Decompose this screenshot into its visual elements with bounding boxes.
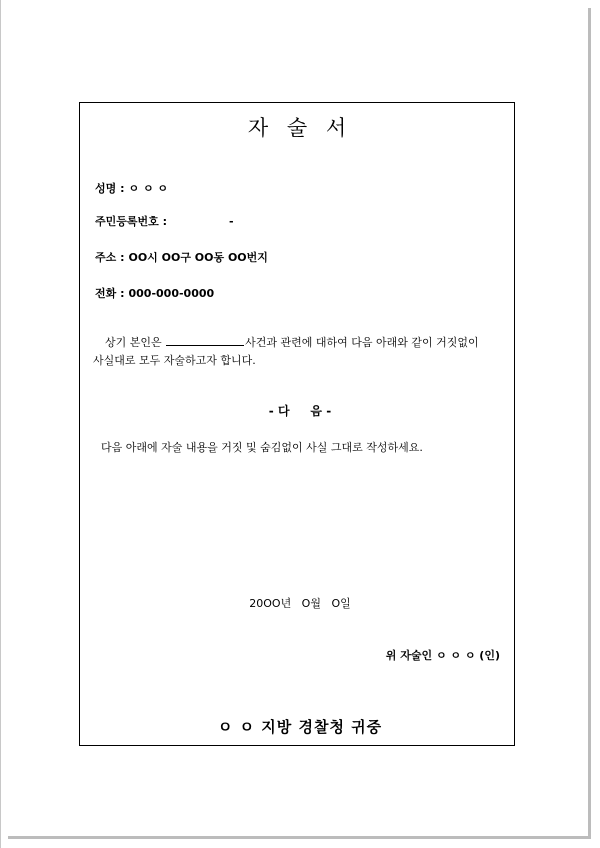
statement-part-2: 사건과 관련에 대하여 다음 아래와 같이 거짓없이 [245, 336, 479, 349]
phone-label: 전화 : [95, 287, 125, 300]
signer-line: 위 자술인 ㅇ ㅇ ㅇ (인) [385, 649, 500, 662]
name-label: 성명 : [95, 182, 125, 195]
name-value: ㅇ ㅇ ㅇ [128, 182, 169, 195]
statement-paragraph [93, 334, 503, 370]
instruction-text: 다음 아래에 자술 내용을 거짓 및 숨김없이 사실 그대로 작성하세요. [101, 441, 423, 454]
document-title: 자 술 서 [247, 116, 353, 140]
section-heading: - 다 음 - [268, 404, 332, 418]
page-shadow [8, 836, 591, 839]
address-value: OO시 OO구 OO동 OO번지 [128, 251, 268, 264]
address-field [95, 249, 268, 265]
recipient-line: ㅇ ㅇ 지방 경찰청 귀중 [217, 718, 383, 736]
statement-line-1 [93, 334, 503, 352]
statement-line-2: 사실대로 모두 자술하고자 합니다. [93, 354, 256, 367]
rrn-field [95, 213, 234, 229]
case-blank-line [166, 335, 244, 346]
date-line: 20OO년 O월 O일 [249, 597, 351, 610]
name-field [95, 180, 168, 196]
address-label: 주소 : [95, 251, 125, 264]
phone-value: 000-000-0000 [128, 287, 215, 300]
rrn-label: 주민등록번호 : [95, 215, 167, 228]
rrn-value: - [228, 215, 234, 228]
statement-part-1: 상기 본인은 [105, 336, 162, 349]
phone-field [95, 285, 214, 301]
